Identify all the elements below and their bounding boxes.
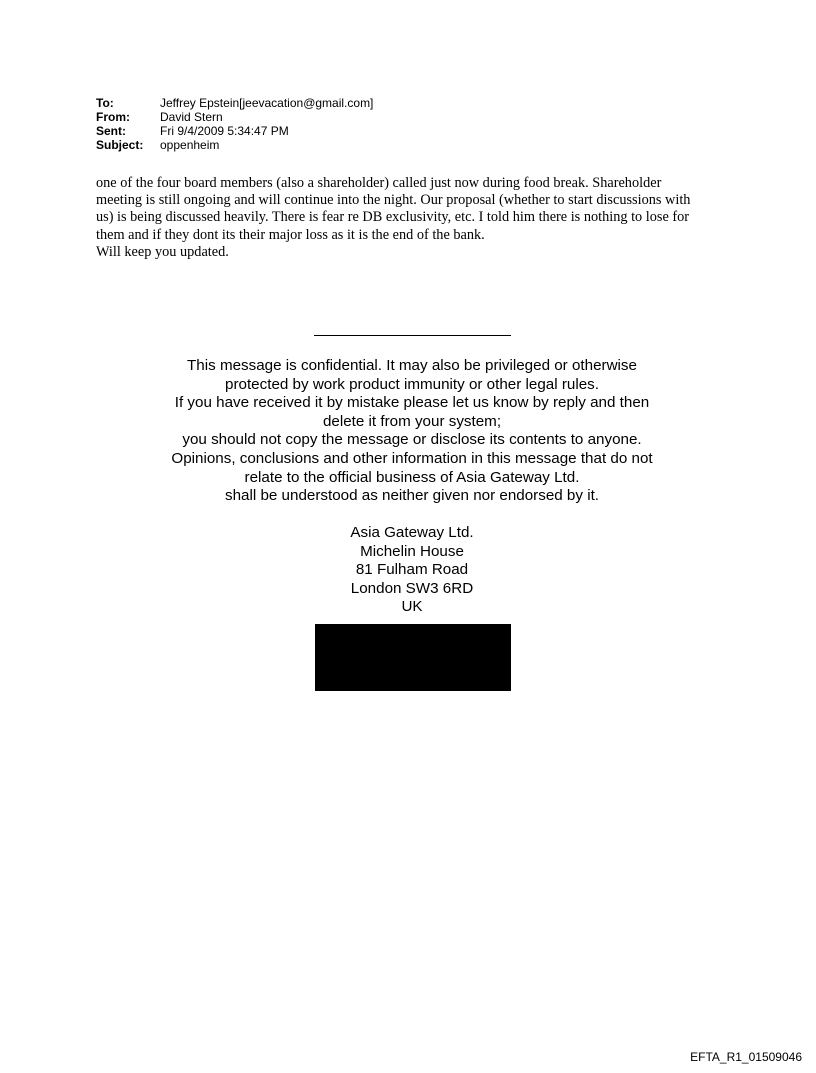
- body-closing: Will keep you updated.: [96, 243, 229, 260]
- confidentiality-disclaimer: [96, 357, 728, 506]
- signature-divider: [314, 335, 511, 336]
- subject-label: Subject:: [96, 138, 144, 152]
- address-line: Michelin House: [360, 542, 464, 560]
- from-label: From:: [96, 110, 130, 124]
- body-paragraph: one of the four board members (also a shareholder) called just now during food break. Shareholder meeting is still ongoing and will continue into the night. Our proposal (whether to start discussions with us) is being discussed heavily. There is fear re DB exclusivity, etc. I told him there is nothing to lose for them and if they dont its their major loss as it is the end of the bank.: [96, 175, 691, 243]
- disclaimer-line: shall be understood as neither given nor endorsed by it.: [224, 487, 600, 505]
- address-line: Asia Gateway Ltd.: [350, 524, 474, 541]
- to-label: To:: [96, 96, 114, 110]
- from-row: [96, 110, 373, 124]
- address-line: UK: [401, 598, 423, 616]
- redaction-block: [315, 624, 511, 691]
- disclaimer-line: This message is confidential. It may also be privileged or otherwise: [187, 357, 637, 374]
- sent-row: [96, 124, 373, 138]
- disclaimer-line: If you have received it by mistake please let us know by reply and then: [174, 394, 650, 412]
- to-value: Jeffrey Epstein[jeevacation@gmail.com]: [160, 96, 374, 110]
- disclaimer-line: you should not copy the message or disclose its contents to anyone.: [182, 431, 642, 449]
- disclaimer-line: protected by work product immunity or other legal rules.: [225, 375, 599, 393]
- document-id: EFTA_R1_01509046: [690, 1050, 802, 1064]
- disclaimer-line: relate to the official business of Asia Gateway Ltd.: [244, 468, 580, 486]
- sent-label: Sent:: [96, 124, 126, 138]
- disclaimer-line: delete it from your system;: [322, 412, 502, 430]
- subject-value: oppenheim: [160, 138, 220, 152]
- sent-value: Fri 9/4/2009 5:34:47 PM: [160, 124, 289, 138]
- disclaimer-line: Opinions, conclusions and other information in this message that do not: [171, 449, 653, 467]
- company-address: [312, 524, 512, 617]
- from-value: David Stern: [160, 110, 223, 124]
- email-body: [96, 175, 706, 261]
- to-row: [96, 96, 373, 110]
- subject-row: [96, 138, 373, 152]
- address-line: 81 Fulham Road: [355, 561, 469, 579]
- address-line: London SW3 6RD: [350, 579, 474, 597]
- email-header: [96, 96, 373, 152]
